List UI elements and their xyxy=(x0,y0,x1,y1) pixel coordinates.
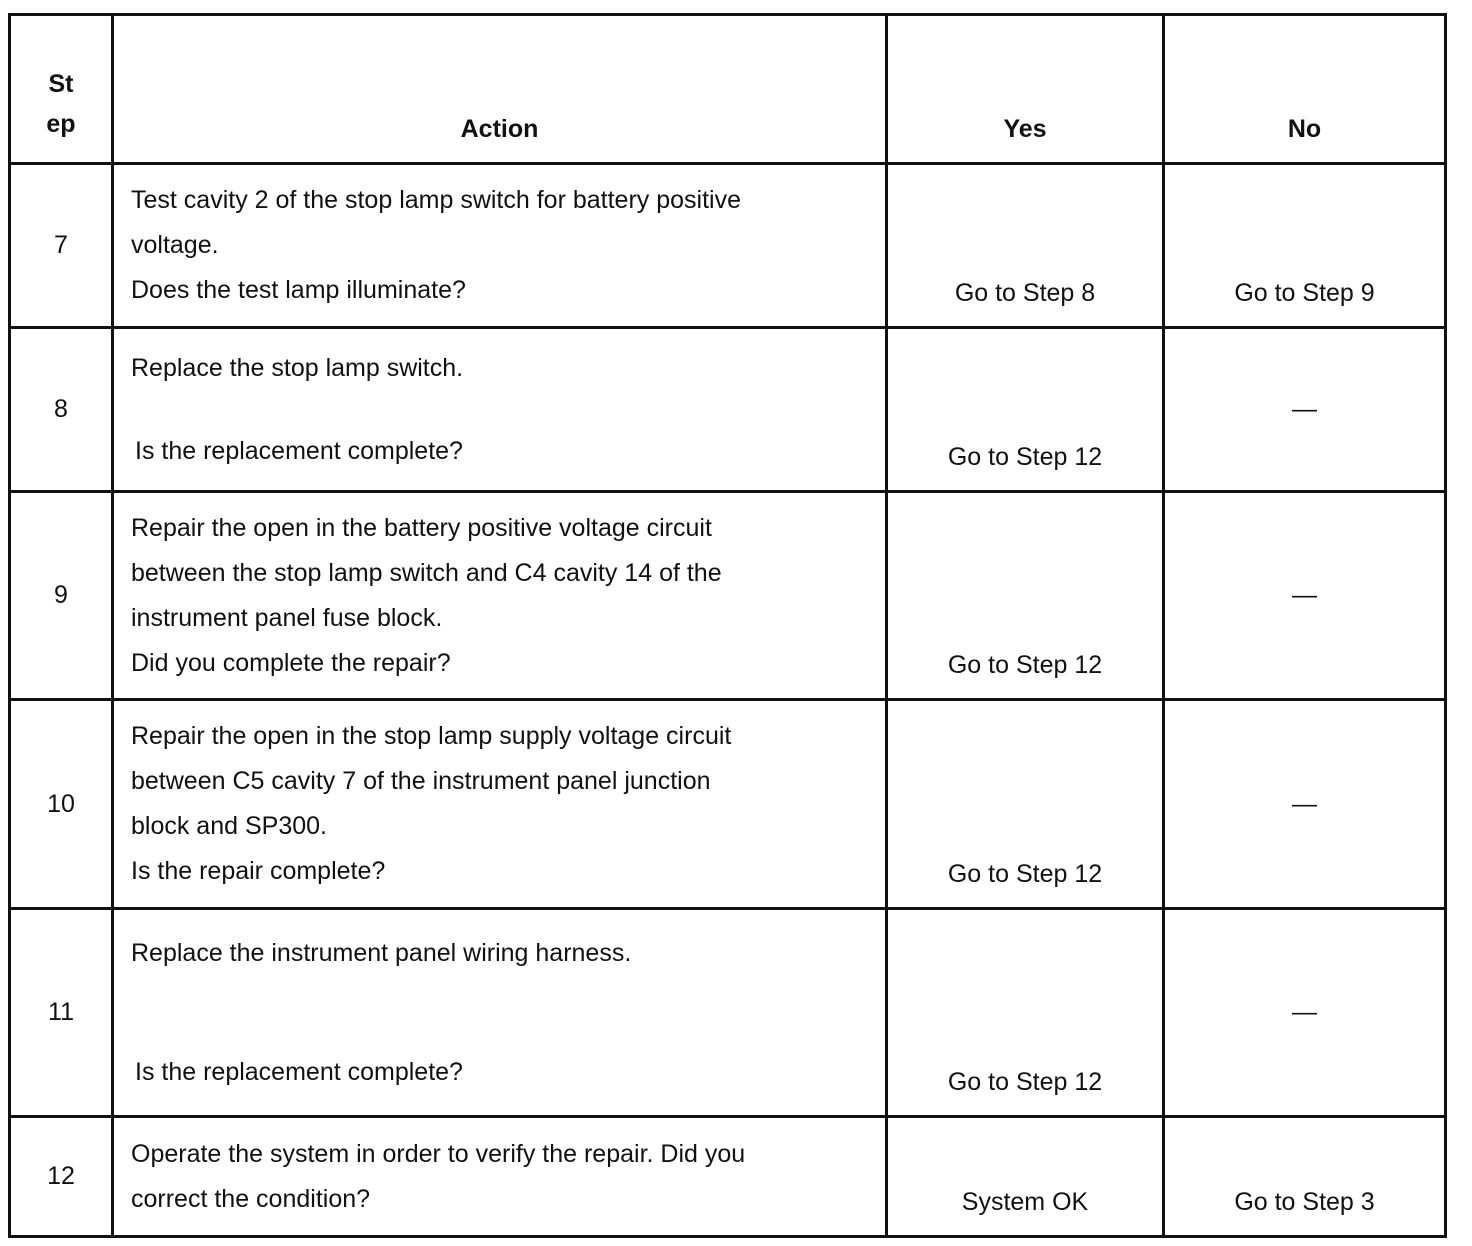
action-line: between the stop lamp switch and C4 cavity 14 of the xyxy=(131,558,722,587)
action-spacer xyxy=(131,391,885,429)
action-line: Operate the system in order to verify the repair. Did you xyxy=(131,1139,746,1168)
header-step-line2: ep xyxy=(46,110,76,138)
action-cell xyxy=(113,1117,887,1237)
table-row xyxy=(10,492,1446,700)
step-cell: 8 xyxy=(10,328,113,492)
table-row xyxy=(10,1117,1446,1237)
step-cell: 7 xyxy=(10,164,113,328)
action-question: Is the replacement complete? xyxy=(135,1057,463,1086)
no-cell: Go to Step 3 xyxy=(1164,1117,1446,1237)
header-action: Action xyxy=(113,15,887,164)
table-row xyxy=(10,700,1446,909)
yes-cell: Go to Step 12 xyxy=(887,492,1164,700)
action-line: Repair the open in the battery positive voltage circuit xyxy=(131,513,712,542)
action-line: Replace the stop lamp switch. xyxy=(131,353,464,382)
step-cell: 10 xyxy=(10,700,113,909)
action-line: correct the condition? xyxy=(131,1184,371,1213)
action-cell xyxy=(113,164,887,328)
action-question: Is the replacement complete? xyxy=(135,436,463,465)
step-cell: 12 xyxy=(10,1117,113,1237)
no-cell: Go to Step 9 xyxy=(1164,164,1446,328)
action-line: block and SP300. xyxy=(131,812,327,840)
action-spacer xyxy=(131,976,885,1050)
table-row xyxy=(10,164,1446,328)
step-cell: 11 xyxy=(10,909,113,1117)
action-line: Repair the open in the stop lamp supply voltage circuit xyxy=(131,722,732,750)
header-step-line1: St xyxy=(48,70,74,98)
table-row xyxy=(10,909,1446,1117)
action-cell xyxy=(113,328,887,492)
action-question: Is the repair complete? xyxy=(131,857,386,885)
action-line: instrument panel fuse block. xyxy=(131,603,443,632)
header-step xyxy=(10,15,113,164)
header-yes: Yes xyxy=(887,15,1164,164)
action-line: between C5 cavity 7 of the instrument panel junction xyxy=(131,767,711,795)
no-cell: — xyxy=(1164,700,1446,909)
action-line: Test cavity 2 of the stop lamp switch for battery positive xyxy=(131,186,741,214)
yes-cell: System OK xyxy=(887,1117,1164,1237)
no-cell: — xyxy=(1164,328,1446,492)
diagnostic-table xyxy=(8,13,1447,1238)
action-question: Did you complete the repair? xyxy=(131,648,451,677)
header-row xyxy=(10,15,1446,164)
action-cell xyxy=(113,909,887,1117)
yes-cell: Go to Step 12 xyxy=(887,328,1164,492)
no-cell: — xyxy=(1164,909,1446,1117)
yes-cell: Go to Step 12 xyxy=(887,909,1164,1117)
action-line: voltage. xyxy=(131,231,219,259)
yes-cell: Go to Step 12 xyxy=(887,700,1164,909)
action-cell xyxy=(113,700,887,909)
step-cell: 9 xyxy=(10,492,113,700)
no-cell: — xyxy=(1164,492,1446,700)
action-cell xyxy=(113,492,887,700)
yes-cell: Go to Step 8 xyxy=(887,164,1164,328)
action-line: Replace the instrument panel wiring harness. xyxy=(131,938,632,967)
table-row xyxy=(10,328,1446,492)
action-question: Does the test lamp illuminate? xyxy=(131,276,466,304)
header-no: No xyxy=(1164,15,1446,164)
